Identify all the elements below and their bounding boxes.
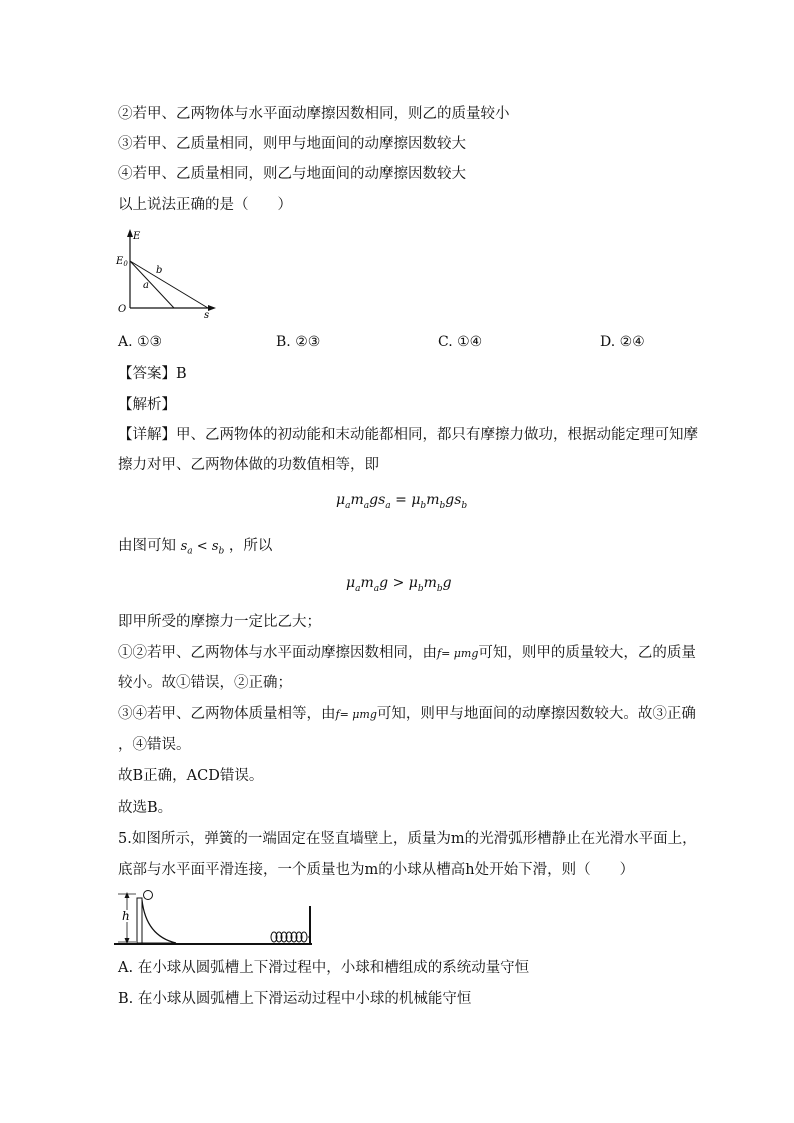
option-b: B. ②③ [276, 334, 321, 350]
friction-formula: f= μmg [335, 708, 377, 721]
ball [144, 891, 153, 900]
q5-line-1: 5.如图所示，弹簧的一端固定在竖直墙壁上，质量为m的光滑弧形槽静止在光滑水平面上， [118, 831, 697, 847]
axis-label-s: s [204, 310, 210, 320]
statement-3: ③若甲、乙质量相同，则甲与地面间的动摩擦因数较大 [118, 136, 466, 152]
equation-1: $\mu_am_ags_a = \mu_bm_bgs_b$ [336, 492, 468, 511]
statement-2: ②若甲、乙两物体与水平面动摩擦因数相同，则乙的质量较小 [118, 106, 510, 122]
equation-2: $\mu_am_ag > \mu_bm_bg$ [346, 575, 452, 594]
axis-label-e: E [133, 231, 141, 242]
groove-spring-figure [110, 888, 318, 948]
q5-line-2: 底部与水平面平滑连接，一个质量也为m的小球从槽高h处开始下滑，则（ ） [118, 862, 635, 878]
detail-friction-conclusion: 即甲所受的摩擦力一定比乙大； [118, 614, 321, 630]
answer: 【答案】B [118, 366, 187, 382]
energy-distance-graph [112, 226, 222, 320]
question-prompt: 以上说法正确的是（ ） [118, 197, 292, 213]
detail-34-line-1: ③④若甲、乙两物体质量相等，由f= μmg可知，则甲与地面间的动摩擦因数较大。故③正确 [118, 706, 696, 722]
detail-line-2: 擦力对甲、乙两物体做的功数值相等，即 [118, 457, 379, 473]
e0-label: $E_0$ [116, 256, 128, 268]
from-figure-line: 由图可知 $s_a < s_b$ ，所以 [118, 538, 273, 557]
q5-option-a: A. 在小球从圆弧槽上下滑过程中，小球和槽组成的系统动量守恒 [118, 960, 530, 976]
friction-formula: f= μmg [437, 647, 479, 660]
analysis-title: 【解析】 [118, 397, 176, 413]
final-choice: 故选B。 [118, 800, 173, 816]
option-c: C. ①④ [438, 334, 483, 350]
option-d: D. ②④ [600, 334, 645, 350]
statement-4: ④若甲、乙质量相同，则乙与地面间的动摩擦因数较大 [118, 166, 466, 182]
spring [271, 932, 307, 942]
origin-label: O [118, 304, 127, 315]
sa-lt-sb: $s_a < s_b$ [180, 539, 225, 557]
line-b-label: b [156, 265, 163, 276]
height-label: h [122, 909, 130, 923]
line-a-label: a [143, 280, 149, 291]
option-a: A. ①③ [118, 334, 163, 350]
detail-34-line-2: ，④错误。 [118, 737, 191, 753]
detail-12-line-1: ①②若甲、乙两物体与水平面动摩擦因数相同，由f= μmg可知，则甲的质量较大，乙的质量 [118, 645, 696, 661]
detail-line-1: 【详解】甲、乙两物体的初动能和末动能都相同，都只有摩擦力做功，根据动能定理可知摩 [118, 427, 698, 443]
detail-12-line-2: 较小。故①错误，②正确； [118, 675, 292, 691]
q5-option-b: B. 在小球从圆弧槽上下滑运动过程中小球的机械能守恒 [118, 991, 472, 1007]
conclusion: 故B正确，ACD错误。 [118, 768, 264, 784]
